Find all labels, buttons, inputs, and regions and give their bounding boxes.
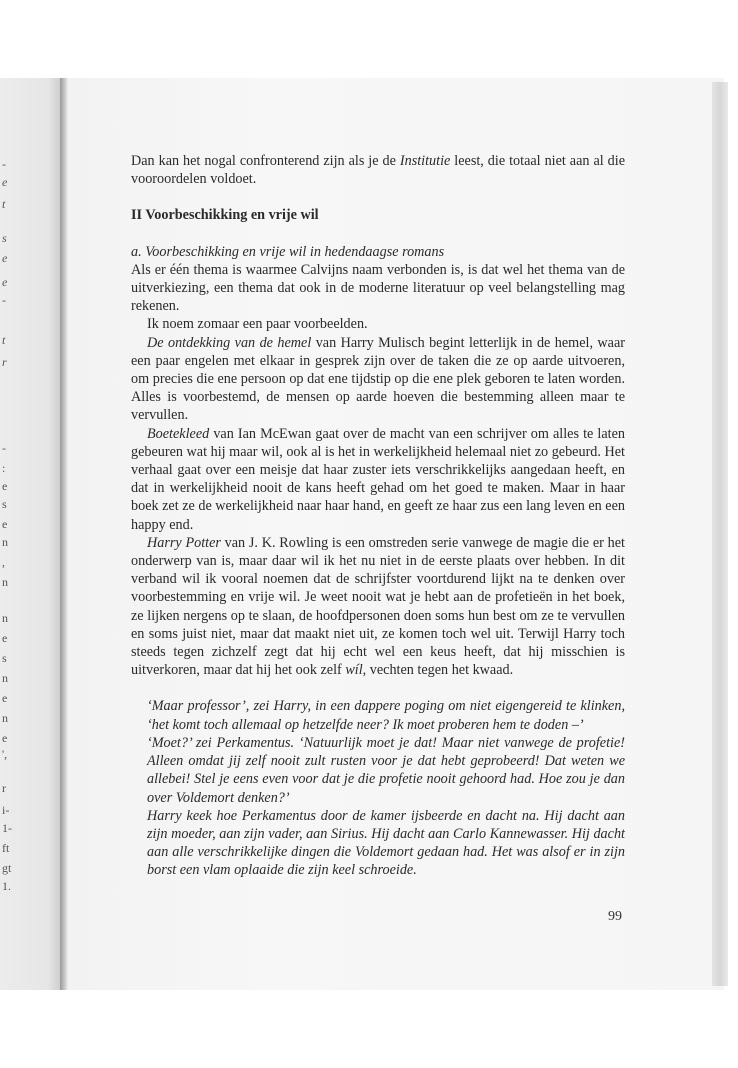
page-edge <box>712 82 728 986</box>
left-page-fragment: s <box>2 651 7 665</box>
left-page-fragment: , <box>2 555 5 569</box>
left-page-fragment: r <box>2 355 7 369</box>
left-page-fragment: n <box>2 711 8 725</box>
left-page-fragment: n <box>2 575 8 589</box>
left-page-fragment: t <box>2 333 6 347</box>
subsection-heading: a. Voorbeschikking en vrije wil in hedendaagse romans <box>131 243 445 260</box>
page-number: 99 <box>608 909 622 924</box>
paragraph: De ontdekking van de hemel van Harry Mulisch begint letterlijk in de hemel, waar een paar engelen met elkaar in gesprek zijn over de taken die ze op aarde uitvoeren, om precies die ene persoon op dat ene tijdstip op die ene plek geboren te laten worden. Alles is voorbestemd, de mensen op aarde hoeven die bestemming alleen maar te vervullen. <box>131 334 625 424</box>
left-page-fragment: n <box>2 611 8 625</box>
left-page-fragment: 1. <box>2 879 11 893</box>
left-page-fragment: ft <box>2 841 10 855</box>
paragraph: Boetekleed van Ian McEwan gaat over de macht van een schrijver om alles te laten gebeuren wat hij maar wil, ook al is het in werkelijkheid helemaal niet zo gebeurd. Het verhaal gaat over een meisje dat haar zuster iets verschrikkelijks aangedaan heeft, en dat in werkelijkheid nooit de kans heeft gehad om het goed te maken. Maar in haar boek zet ze de werkelijkheid naar haar hand, en geeft ze haar zus een lang leven en een happy end. <box>131 425 625 533</box>
left-page-fragment: - <box>2 293 6 307</box>
left-page-fragment: s <box>2 497 7 511</box>
left-page-fragment: n <box>2 671 8 685</box>
left-page-fragment: s <box>2 231 7 245</box>
left-page-fragment: ', <box>2 747 8 761</box>
quote-paragraph: Harry keek hoe Perkamentus door de kamer ijsbeerde en dacht na. Hij dacht aan zijn moeder, aan zijn vader, aan Sirius. Hij dacht aan Carlo Kannewasser. Hij dacht aan alle verschrikkelijke dingen die Voldemort gedaan had. Het was alsof er in zijn borst een vlam oplaaide die zijn keel schroeide. <box>147 807 625 879</box>
book-title: Harry Potter <box>147 534 221 551</box>
block-quote <box>131 697 625 879</box>
left-page-fragment: e <box>2 731 8 745</box>
left-page-fragment: : <box>2 461 6 475</box>
left-page-fragment: e <box>2 631 8 645</box>
intro-paragraph: Dan kan het nogal confronterend zijn als je de Institutie leest, die totaal niet aan al die vooroordelen voldoet. <box>131 153 625 188</box>
left-page-fragment: e <box>2 479 8 493</box>
book-title: De ontdekking van de hemel <box>147 334 312 351</box>
left-page-fragment: e <box>2 691 8 705</box>
book-title: Boetekleed <box>147 425 210 442</box>
left-page-fragment: e <box>2 175 8 189</box>
section-heading: II Voorbeschikking en vrije wil <box>131 207 319 224</box>
left-page-fragment: - <box>2 157 6 171</box>
paragraph: Als er één thema is waarmee Calvijns naam verbonden is, is dat wel het thema van de uitverkiezing, een thema dat ook in de moderne literatuur op veel belangstelling mag rekenen. <box>131 261 625 315</box>
page-body <box>131 152 625 880</box>
left-page-fragment: e <box>2 517 8 531</box>
quote-paragraph: ‘Maar professor’, zei Harry, in een dappere poging om niet eigengereid te klinken, ‘het komt toch allemaal op hetzelfde neer? Ik moet proberen hem te doden –’ <box>147 698 625 733</box>
left-page-fragment: 1- <box>2 821 12 835</box>
left-page-fragment: i- <box>2 803 10 817</box>
left-page-fragment: gt <box>2 861 12 875</box>
left-page-margin-text <box>0 78 10 990</box>
left-page-fragment: r <box>2 781 6 795</box>
quote-paragraph: ‘Moet?’ zei Perkamentus. ‘Natuurlijk moet je dat! Maar niet vanwege de profetie! Alleen omdat jij zelf nooit zult rusten voor je dat hebt geprobeerd! Dat weten we allebei! Stel je eens even voor dat je die profetie nooit gehoord had. Hoe zou je dan over Voldemort denken?’ <box>147 734 625 806</box>
book-title-institutie: Institutie <box>399 153 451 169</box>
left-page-fragment: e <box>2 251 8 265</box>
book-gutter <box>60 78 68 990</box>
paragraph: Ik noem zomaar een paar voorbeelden. <box>147 316 368 333</box>
left-page <box>0 78 60 990</box>
left-page-fragment: n <box>2 535 8 549</box>
paragraph: Harry Potter van J. K. Rowling is een omstreden serie vanwege de magie die er het onderwerp van is, maar daar wil ik het nu niet in de eerste plaats over hebben. In dit verband wil ik vooral noemen dat de schrijfster voortdurend lijkt na te denken over voorbestemming en vrije wil. Je weet nooit wat je hebt aan de profetieën in het boek, ze lijken nergens op te slaan, de hoofdpersonen doen soms hun best om ze te vervullen en soms juist niet, maar dat maakt niet uit, ze komen toch wel uit. Terwijl Harry toch steeds tegen zichzelf zegt dat hij echt wel een keus heeft, dat hij misschien is uitverkoren, maar dat hij het ook zelf wíl, vechten tegen het kwaad. <box>131 534 625 679</box>
left-page-fragment: e <box>2 275 8 289</box>
left-page-fragment: t <box>2 197 6 211</box>
left-page-fragment: - <box>2 441 6 455</box>
